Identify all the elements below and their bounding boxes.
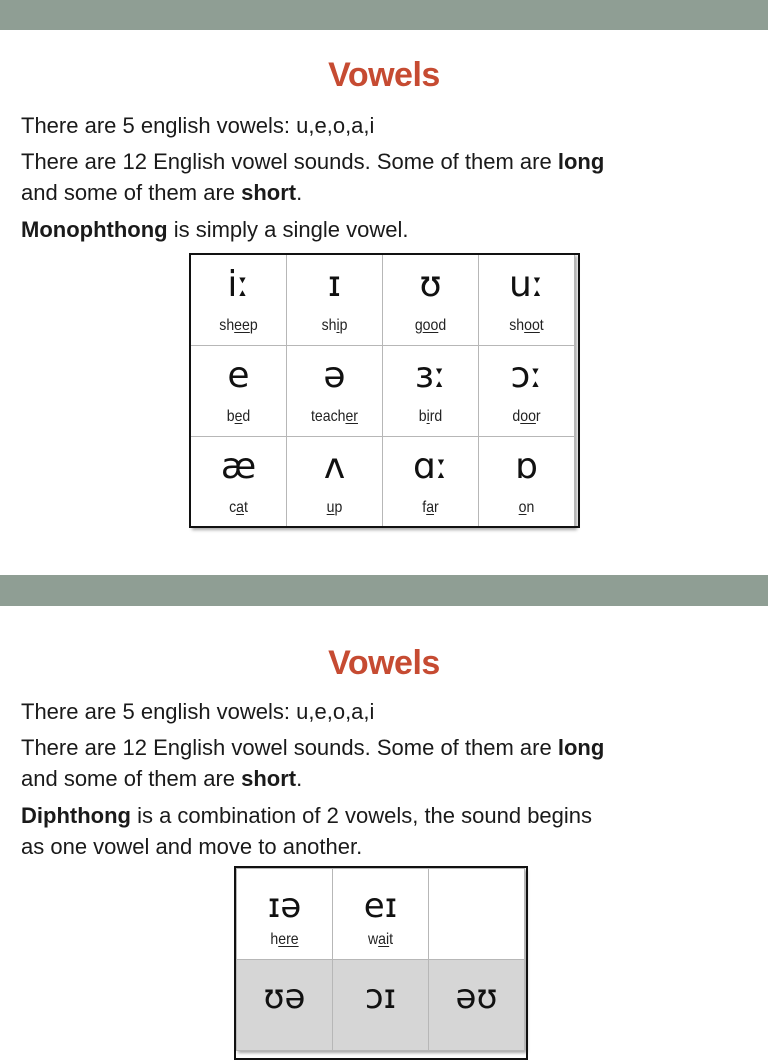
example-word-vowel-part: ere [278,931,299,948]
example-word-vowel-part: e [234,408,243,425]
example-word-part: t [243,499,248,516]
ipa-symbol: æ [220,446,257,487]
example-word-part: d [438,317,447,334]
mono-row [191,255,575,346]
example-word-part: p [249,317,258,334]
example-word [389,317,473,335]
slide2-line2-text: There are 12 English vowel sounds. Some of them are [21,735,558,760]
example-word-part: b [418,408,427,425]
example-word-part: teach [311,408,346,425]
ipa-symbol: ɒ [515,446,538,487]
example-word [485,499,569,517]
ipa-symbol [429,889,524,925]
example-word [389,499,473,517]
ipa-symbol: ə [323,355,346,396]
slide1-line1-text: There are 5 english vowels: u,e,o,a,i [21,113,375,138]
diph-cell [333,960,429,1051]
example-word-part: sh [509,317,525,334]
slide1-line3-text: and some of them are [21,180,242,205]
slide1-title: Vowels [328,56,440,94]
example-word-vowel-part: a [426,499,435,516]
slide1-short-word: short [241,180,297,205]
diph-cell [237,869,333,960]
example-word-vowel-part: o [518,499,527,516]
example-word [197,317,281,335]
ipa-symbol: ʌ [323,446,346,487]
ipa-symbol: ɜː [414,355,447,396]
mono-cell [383,437,479,528]
ipa-symbol: uː [509,264,544,305]
slide2-line5-text: as one vowel and move to another. [21,834,363,859]
ipa-symbol: iː [227,264,250,305]
ipa-symbol: ɔː [510,355,543,396]
example-word [293,408,377,426]
slide2-line3-text: and some of them are [21,766,242,791]
slide2-header-band [0,575,768,606]
example-word [293,317,377,335]
example-word-part: g [414,317,423,334]
example-word-part: d [242,408,251,425]
example-word [339,931,423,949]
example-word-part: p [339,317,348,334]
example-word-part: r [434,499,439,516]
slide1-monophthong-definition: is simply a single vowel. [167,217,409,242]
diph-cell [429,869,525,960]
ipa-symbol: ʊ [419,264,442,305]
ipa-symbol: ɪ [327,264,342,305]
slide1-long-word: long [557,149,605,174]
example-word [389,408,473,426]
example-word-part: f [422,499,427,516]
example-word-vowel-part: u [326,499,335,516]
ipa-symbol: əʊ [455,977,498,1017]
example-word-vowel-part: oo [520,408,536,425]
slide2-line-vowels [21,696,741,727]
slide2-diphthong-definition: is a combination of 2 vowels, the sound begins [130,803,593,828]
example-word-vowel-part: er [345,408,358,425]
ipa-symbol: ʊə [263,977,306,1017]
mono-cell [287,255,383,346]
mono-cell [191,346,287,437]
slide2-diphthong-term: Diphthong [21,803,131,828]
example-word [197,408,281,426]
monophthong-table [190,254,575,528]
example-word-part: sh [219,317,235,334]
slide1-monophthong-term: Monophthong [21,217,168,242]
example-word-part: d [512,408,521,425]
slide2-line3-period: . [296,766,303,791]
diph-row [237,960,525,1051]
mono-row [191,437,575,528]
slide2-line-sounds [21,732,741,794]
ipa-symbol: ɔɪ [364,977,397,1017]
mono-cell [479,437,575,528]
diph-cell [237,960,333,1051]
example-word-part: h [270,931,279,948]
mono-cell [191,255,287,346]
ipa-symbol: ɑː [413,446,448,487]
example-word [485,317,569,335]
example-word-part: t [389,931,394,948]
example-word-part: sh [321,317,337,334]
example-word-part: c [229,499,237,516]
example-word-part: r [535,408,541,425]
example-word-vowel-part: a [236,499,244,516]
example-word [243,931,327,949]
example-word [197,499,281,517]
example-word-vowel-part: oo [422,317,439,334]
slide1-line-vowels [21,110,741,141]
example-word-part: b [226,408,235,425]
example-word-part: p [334,499,343,516]
diph-row [237,869,525,960]
slide2-long-word: long [557,735,605,760]
mono-cell [191,437,287,528]
mono-cell [383,255,479,346]
ipa-symbol: e [227,355,250,396]
example-word-part: rd [429,408,443,425]
example-word-part: n [526,499,535,516]
diph-cell [333,869,429,960]
slide1-line-monophthong [21,214,741,245]
slide2-title: Vowels [328,644,440,682]
slide1-line2-text: There are 12 English vowel sounds. Some of them are [21,149,558,174]
example-word [485,408,569,426]
example-word-vowel-part: ai [378,931,390,948]
slide2-line-diphthong [21,800,741,862]
slide2-line1-text: There are 5 english vowels: u,e,o,a,i [21,699,375,724]
example-word-part: t [539,317,544,334]
mono-cell [479,255,575,346]
mono-row [191,346,575,437]
diph-cell [429,960,525,1051]
mono-cell [287,437,383,528]
example-word-vowel-part: ee [234,317,250,334]
example-word-part: w [367,931,379,948]
mono-cell [479,346,575,437]
slide1-line-sounds [21,146,741,208]
slide-2 [0,606,768,1024]
example-word-vowel-part: i [426,408,430,425]
slide1-line3-period: . [296,180,303,205]
ipa-symbol: ɪə [267,886,302,926]
mono-cell [287,346,383,437]
example-word-vowel-part: oo [524,317,540,334]
example-word-vowel-part: i [336,317,340,334]
ipa-symbol: eɪ [363,886,398,926]
example-word [293,499,377,517]
mono-cell [383,346,479,437]
slide2-short-word: short [241,766,297,791]
